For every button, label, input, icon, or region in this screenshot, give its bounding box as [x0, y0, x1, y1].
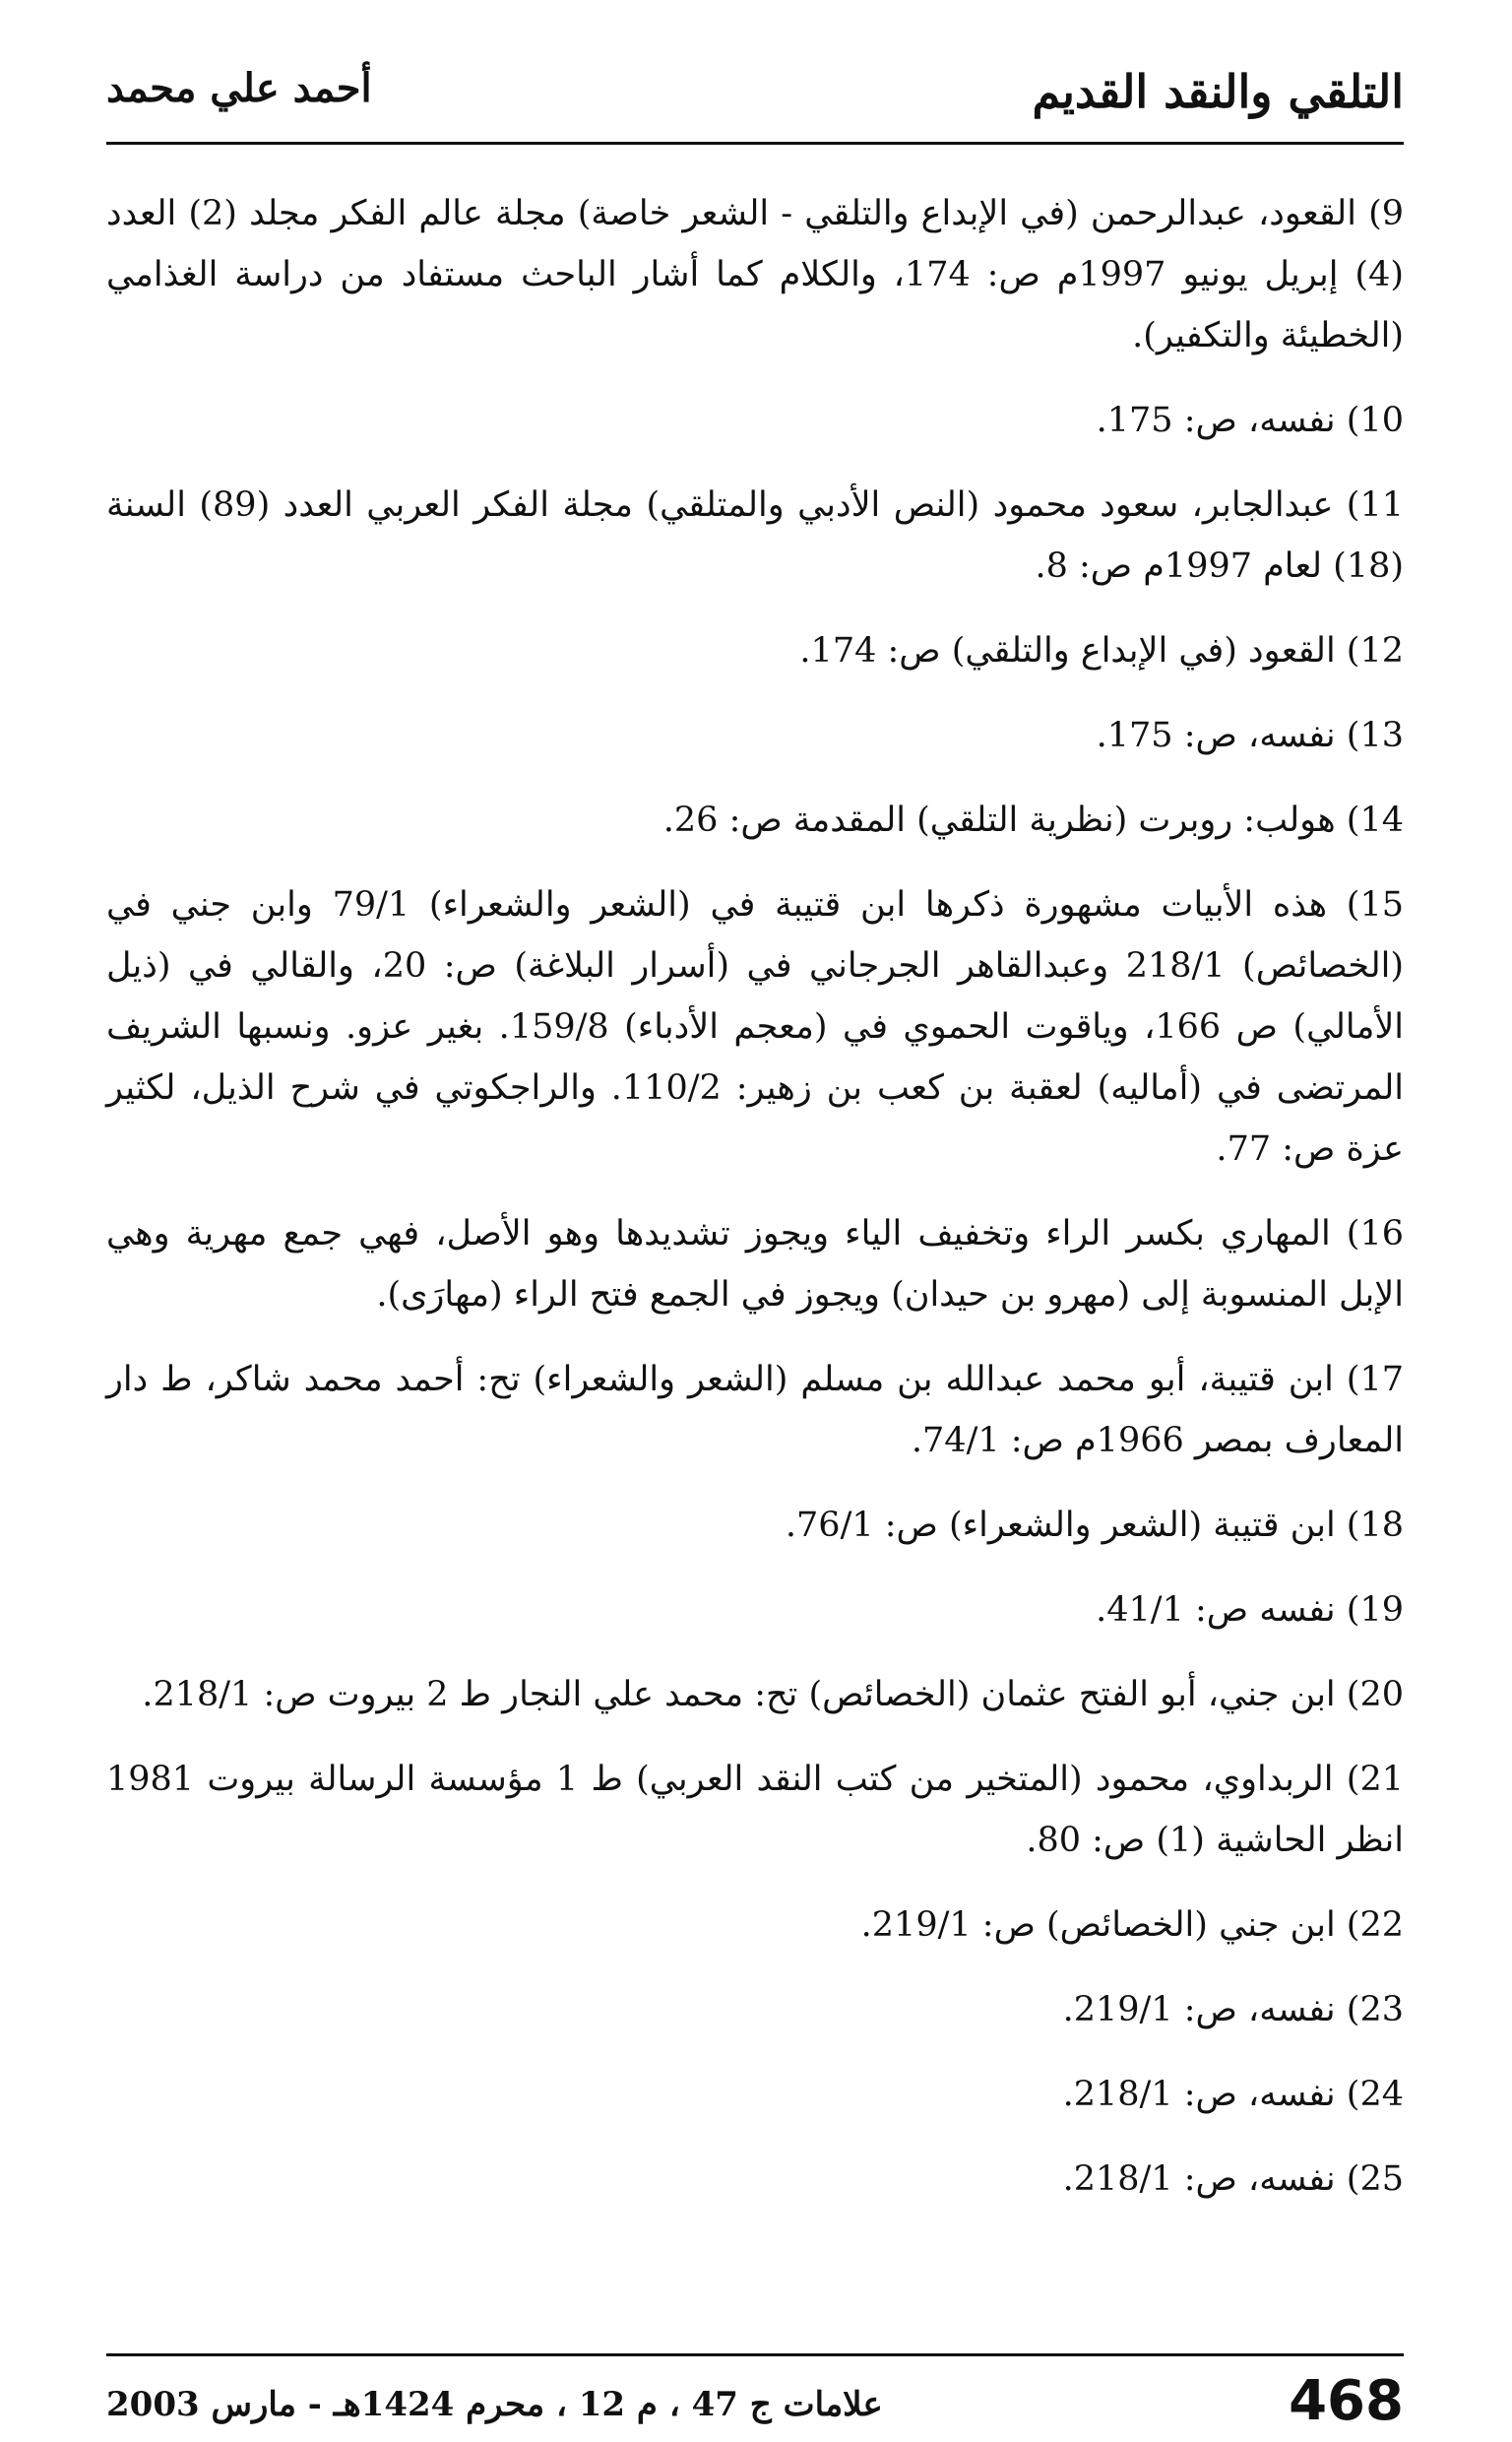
endnote-14: 14) هولب: روبرت (نظرية التلقي) المقدمة ص: 26. — [662, 801, 1404, 840]
endnote-11: 11) عبدالجابر، سعود محمود (النص الأدبي والمتلقي) مجلة الفكر العربي العدد (89) السنة (18) لعام 1997م ص: 8. — [106, 485, 1404, 586]
journal-issue-info: علامات ج 47 ، م 12 ، محرم 1424هـ - مارس 2003 — [106, 2385, 883, 2424]
endnote-22: 22) ابن جني (الخصائص) ص: 219/1. — [860, 1905, 1404, 1945]
running-header — [106, 57, 1404, 136]
endnote-20: 20) ابن جني، أبو الفتح عثمان (الخصائص) تح: محمد علي النجار ط 2 بيروت ص: 218/1. — [142, 1675, 1404, 1714]
endnote-17: 17) ابن قتيبة، أبو محمد عبدالله بن مسلم (الشعر والشعراء) تح: أحمد محمد شاكر، ط دار المعارف بمصر 1966م ص: 74/1. — [106, 1360, 1404, 1460]
endnote-13: 13) نفسه، ص: 175. — [1096, 716, 1404, 755]
author-name: أحمد علي محمد — [106, 65, 372, 111]
endnote-21: 21) الربداوي، محمود (المتخير من كتب النقد العربي) ط 1 مؤسسة الرسالة بيروت 1981 انظر الحاشية (1) ص: 80. — [106, 1760, 1404, 1860]
endnotes-list — [106, 183, 1404, 2233]
endnote-23: 23) نفسه، ص: 219/1. — [1062, 1990, 1404, 2029]
endnote-18: 18) ابن قتيبة (الشعر والشعراء) ص: 76/1. — [785, 1506, 1404, 1545]
page — [106, 0, 1404, 2442]
endnote-12: 12) القعود (في الإبداع والتلقي) ص: 174. — [799, 631, 1404, 671]
endnote-16: 16) المهاري بكسر الراء وتخفيف الياء ويجوز تشديدها وهو الأصل، فهي جمع مهرية وهي الإبل المنسوبة إلى (مهرو بن حيدان) ويجوز في الجمع فتح الراء (مهارَى). — [106, 1214, 1404, 1315]
header-rule — [106, 142, 1404, 145]
running-footer — [106, 2369, 1404, 2438]
endnote-24: 24) نفسه، ص: 218/1. — [1062, 2075, 1404, 2114]
book-title: التلقي والنقد القديم — [1032, 65, 1404, 118]
endnote-15: 15) هذه الأبيات مشهورة ذكرها ابن قتيبة في (الشعر والشعراء) 79/1 وابن جني في (الخصائص) 218/1 وعبدالقاهر الجرجاني في (أسرار البلاغة) ص: 20، والقالي في (ذيل الأمالي) ص 166، وياقوت الحموي في (معجم الأدباء) 159/8. بغير عزو. ونسبها الشريف المرتضى في (أماليه) لعقبة بن كعب بن زهير: 110/2. والراجكوتي في شرح الذيل، لكثير عزة ص: 77. — [106, 885, 1405, 1169]
endnote-9: 9) القعود، عبدالرحمن (في الإبداع والتلقي - الشعر خاصة) مجلة عالم الفكر مجلد (2) العدد (4) إبريل يونيو 1997م ص: 174، والكلام كما أشار الباحث مستفاد من دراسة الغذامي (الخطيئة والتكفير). — [106, 194, 1404, 355]
endnote-25: 25) نفسه، ص: 218/1. — [1062, 2159, 1404, 2199]
footer-rule — [106, 2353, 1404, 2356]
endnote-19: 19) نفسه ص: 41/1. — [1096, 1590, 1404, 1630]
endnote-10: 10) نفسه، ص: 175. — [1096, 401, 1404, 440]
page-number: 468 — [1289, 2369, 1404, 2433]
